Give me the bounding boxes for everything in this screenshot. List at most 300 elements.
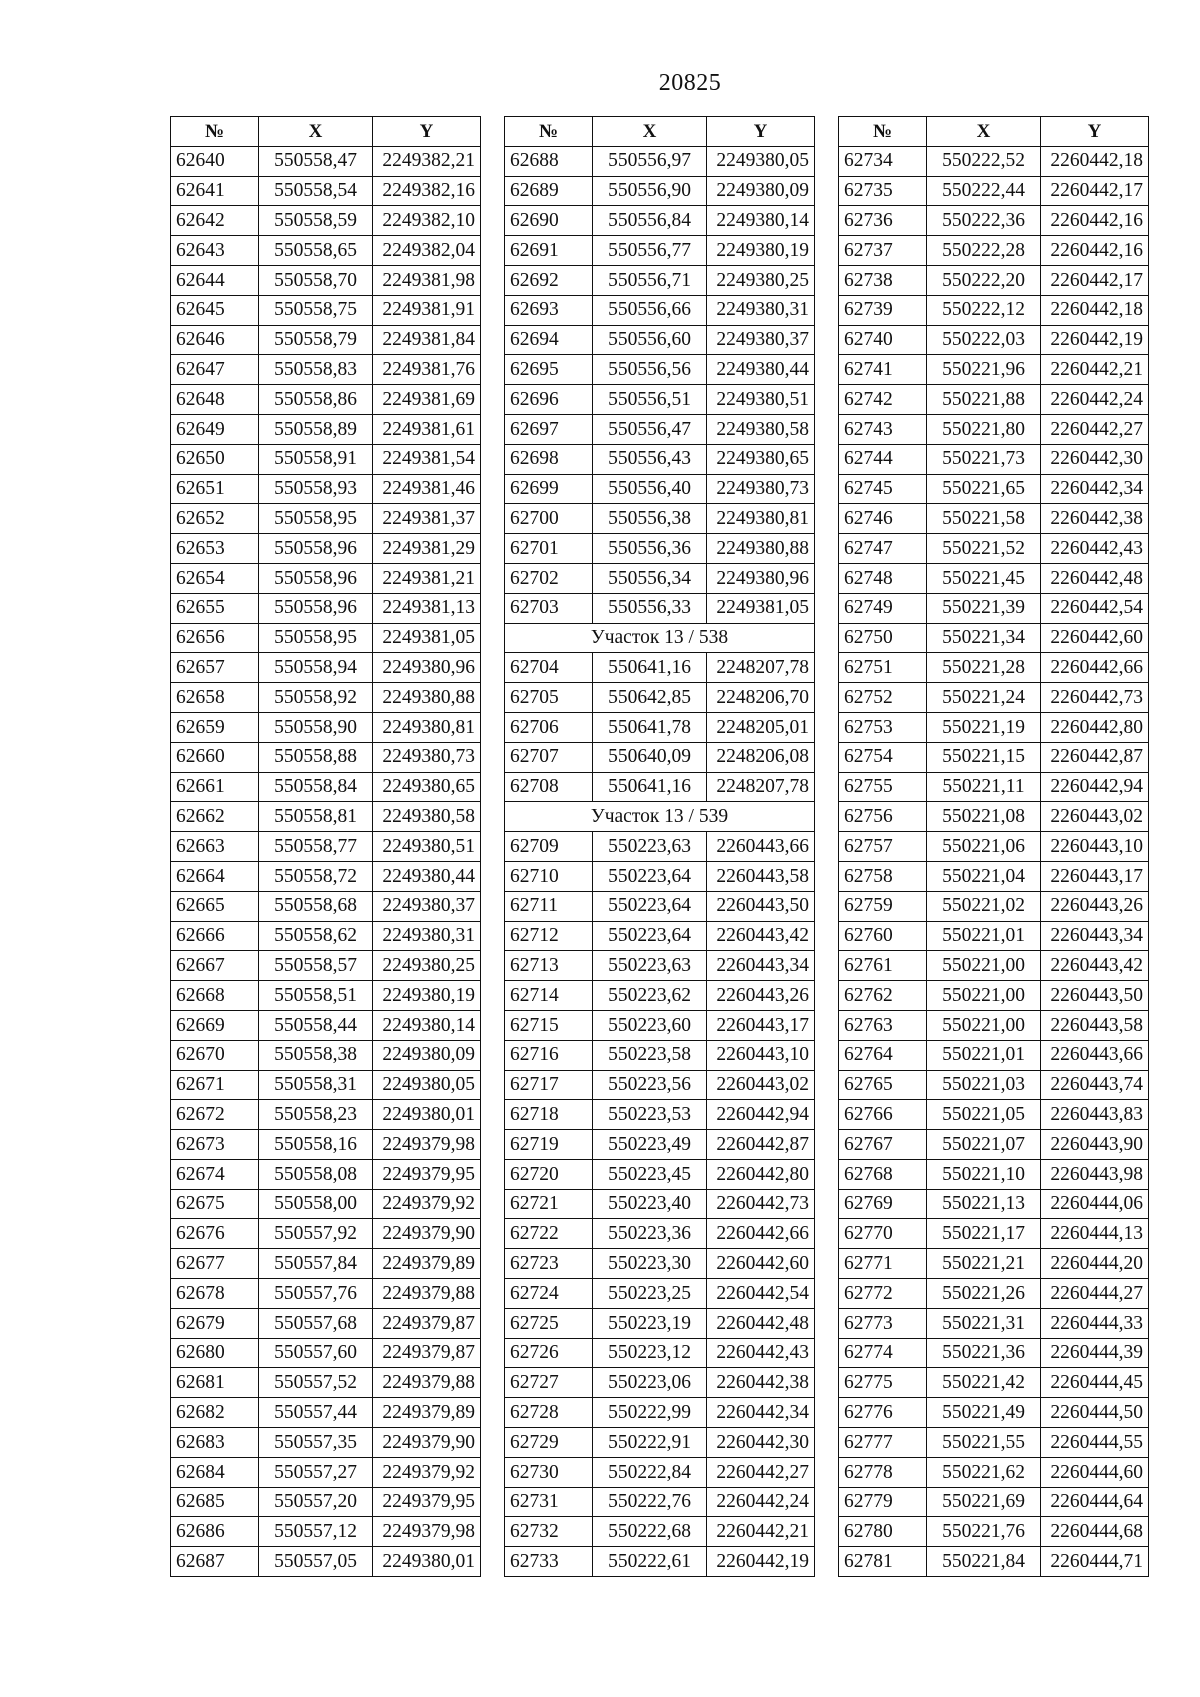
- point-number-cell: 62715: [505, 1010, 593, 1040]
- point-number-cell: 62776: [839, 1398, 927, 1428]
- point-number-cell: 62701: [505, 534, 593, 564]
- point-number-cell: 62670: [171, 1040, 259, 1070]
- point-number-cell: 62667: [171, 951, 259, 981]
- x-coordinate-cell: 550221,96: [927, 355, 1041, 385]
- x-coordinate-cell: 550223,49: [593, 1130, 707, 1160]
- x-coordinate-cell: 550556,90: [593, 176, 707, 206]
- table-row: [171, 742, 481, 772]
- coordinates-table-2: [504, 116, 815, 1577]
- x-coordinate-cell: 550223,40: [593, 1189, 707, 1219]
- y-coordinate-cell: 2260443,50: [707, 891, 815, 921]
- point-number-cell: 62743: [839, 414, 927, 444]
- table-row: [171, 861, 481, 891]
- y-coordinate-cell: 2260442,16: [1041, 206, 1149, 236]
- point-number-cell: 62778: [839, 1457, 927, 1487]
- table-row: [171, 206, 481, 236]
- table-row: [171, 981, 481, 1011]
- x-coordinate-cell: 550556,33: [593, 593, 707, 623]
- y-coordinate-cell: 2260442,19: [707, 1547, 815, 1577]
- table-row: [839, 712, 1149, 742]
- point-number-cell: 62747: [839, 534, 927, 564]
- point-number-cell: 62763: [839, 1010, 927, 1040]
- point-number-cell: 62692: [505, 265, 593, 295]
- y-coordinate-cell: 2260443,90: [1041, 1130, 1149, 1160]
- table-row: [505, 742, 815, 772]
- point-number-cell: 62660: [171, 742, 259, 772]
- point-number-cell: 62709: [505, 832, 593, 862]
- x-coordinate-cell: 550556,43: [593, 444, 707, 474]
- y-coordinate-cell: 2249380,96: [707, 563, 815, 593]
- x-coordinate-cell: 550558,65: [259, 236, 373, 266]
- point-number-cell: 62750: [839, 623, 927, 653]
- table-row: [171, 802, 481, 832]
- point-number-cell: 62668: [171, 981, 259, 1011]
- x-coordinate-cell: 550558,38: [259, 1040, 373, 1070]
- y-coordinate-cell: 2249380,14: [707, 206, 815, 236]
- table-row: [839, 474, 1149, 504]
- table-row: [505, 921, 815, 951]
- y-coordinate-cell: 2249379,90: [373, 1219, 481, 1249]
- y-coordinate-cell: 2249382,04: [373, 236, 481, 266]
- point-number-cell: 62655: [171, 593, 259, 623]
- point-number-cell: 62736: [839, 206, 927, 236]
- point-number-cell: 62742: [839, 385, 927, 415]
- table-row: [505, 355, 815, 385]
- x-coordinate-cell: 550222,76: [593, 1487, 707, 1517]
- table-row: [171, 295, 481, 325]
- x-coordinate-cell: 550222,20: [927, 265, 1041, 295]
- point-number-cell: 62656: [171, 623, 259, 653]
- table-row: [839, 385, 1149, 415]
- x-coordinate-cell: 550221,00: [927, 981, 1041, 1011]
- table-row: [505, 1279, 815, 1309]
- point-number-cell: 62642: [171, 206, 259, 236]
- x-coordinate-cell: 550558,77: [259, 832, 373, 862]
- table-row: [505, 325, 815, 355]
- x-coordinate-cell: 550221,36: [927, 1338, 1041, 1368]
- x-coordinate-cell: 550556,51: [593, 385, 707, 415]
- y-coordinate-cell: 2249382,10: [373, 206, 481, 236]
- y-coordinate-cell: 2249379,88: [373, 1368, 481, 1398]
- y-coordinate-cell: 2249380,25: [373, 951, 481, 981]
- point-number-cell: 62707: [505, 742, 593, 772]
- y-coordinate-cell: 2249380,51: [373, 832, 481, 862]
- point-number-cell: 62704: [505, 653, 593, 683]
- y-coordinate-cell: 2249381,29: [373, 534, 481, 564]
- table-row: [505, 1070, 815, 1100]
- y-coordinate-cell: 2249379,88: [373, 1279, 481, 1309]
- x-coordinate-cell: 550221,31: [927, 1308, 1041, 1338]
- table-row: [505, 772, 815, 802]
- table-row: [505, 1547, 815, 1577]
- x-coordinate-cell: 550558,96: [259, 593, 373, 623]
- table-row: [505, 1010, 815, 1040]
- y-coordinate-cell: 2249380,37: [373, 891, 481, 921]
- y-coordinate-cell: 2260442,43: [1041, 534, 1149, 564]
- table-row: [839, 1368, 1149, 1398]
- table-row: [171, 355, 481, 385]
- table-row: [505, 504, 815, 534]
- point-number-cell: 62719: [505, 1130, 593, 1160]
- y-coordinate-cell: 2260442,87: [707, 1130, 815, 1160]
- x-coordinate-cell: 550222,52: [927, 146, 1041, 176]
- table-header-row: [839, 117, 1149, 147]
- y-coordinate-cell: 2260443,17: [707, 1010, 815, 1040]
- point-number-cell: 62753: [839, 712, 927, 742]
- table-row: [171, 414, 481, 444]
- x-coordinate-cell: 550556,47: [593, 414, 707, 444]
- y-coordinate-cell: 2260442,30: [707, 1428, 815, 1458]
- y-coordinate-cell: 2249381,54: [373, 444, 481, 474]
- y-coordinate-cell: 2249380,01: [373, 1100, 481, 1130]
- x-coordinate-cell: 550221,42: [927, 1368, 1041, 1398]
- x-coordinate-cell: 550221,17: [927, 1219, 1041, 1249]
- y-coordinate-cell: 2249382,21: [373, 146, 481, 176]
- y-coordinate-cell: 2249380,73: [373, 742, 481, 772]
- x-coordinate-cell: 550558,83: [259, 355, 373, 385]
- y-coordinate-cell: 2260443,42: [1041, 951, 1149, 981]
- point-number-cell: 62675: [171, 1189, 259, 1219]
- x-coordinate-cell: 550222,61: [593, 1547, 707, 1577]
- y-coordinate-cell: 2260443,17: [1041, 861, 1149, 891]
- table-row: [839, 742, 1149, 772]
- table-row: [171, 1010, 481, 1040]
- y-coordinate-cell: 2249382,16: [373, 176, 481, 206]
- x-coordinate-cell: 550557,20: [259, 1487, 373, 1517]
- x-coordinate-cell: 550558,54: [259, 176, 373, 206]
- point-number-cell: 62724: [505, 1279, 593, 1309]
- point-number-cell: 62717: [505, 1070, 593, 1100]
- y-coordinate-cell: 2260442,73: [1041, 683, 1149, 713]
- table-row: [171, 772, 481, 802]
- x-coordinate-cell: 550221,34: [927, 623, 1041, 653]
- point-number-cell: 62674: [171, 1159, 259, 1189]
- y-coordinate-cell: 2249379,98: [373, 1130, 481, 1160]
- x-coordinate-cell: 550221,84: [927, 1547, 1041, 1577]
- table-row: [505, 1398, 815, 1428]
- table-row: [171, 921, 481, 951]
- y-coordinate-cell: 2260443,42: [707, 921, 815, 951]
- table-row: [839, 683, 1149, 713]
- point-number-cell: 62735: [839, 176, 927, 206]
- point-number-cell: 62752: [839, 683, 927, 713]
- x-coordinate-cell: 550223,19: [593, 1308, 707, 1338]
- y-coordinate-cell: 2260443,10: [707, 1040, 815, 1070]
- y-coordinate-cell: 2249379,87: [373, 1308, 481, 1338]
- table-row: [839, 295, 1149, 325]
- x-coordinate-cell: 550223,56: [593, 1070, 707, 1100]
- point-number-cell: 62765: [839, 1070, 927, 1100]
- point-number-cell: 62732: [505, 1517, 593, 1547]
- table-row: [839, 563, 1149, 593]
- y-coordinate-cell: 2249380,05: [707, 146, 815, 176]
- x-coordinate-cell: 550221,76: [927, 1517, 1041, 1547]
- table-row: [171, 1130, 481, 1160]
- table-row: [505, 236, 815, 266]
- y-coordinate-cell: 2260443,34: [707, 951, 815, 981]
- x-coordinate-cell: 550557,12: [259, 1517, 373, 1547]
- table-row: [505, 683, 815, 713]
- x-coordinate-cell: 550222,44: [927, 176, 1041, 206]
- table-row: [171, 1159, 481, 1189]
- x-coordinate-cell: 550223,30: [593, 1249, 707, 1279]
- x-coordinate-cell: 550558,79: [259, 325, 373, 355]
- point-number-cell: 62759: [839, 891, 927, 921]
- y-coordinate-cell: 2260442,38: [1041, 504, 1149, 534]
- x-coordinate-cell: 550222,36: [927, 206, 1041, 236]
- table-row: [171, 1189, 481, 1219]
- point-number-cell: 62683: [171, 1428, 259, 1458]
- y-coordinate-cell: 2249381,61: [373, 414, 481, 444]
- point-number-cell: 62649: [171, 414, 259, 444]
- y-coordinate-cell: 2249379,90: [373, 1428, 481, 1458]
- point-number-cell: 62746: [839, 504, 927, 534]
- y-coordinate-cell: 2260444,50: [1041, 1398, 1149, 1428]
- section-label: Участок 13 / 539: [505, 802, 815, 832]
- x-coordinate-cell: 550558,81: [259, 802, 373, 832]
- point-number-cell: 62698: [505, 444, 593, 474]
- x-coordinate-cell: 550221,62: [927, 1457, 1041, 1487]
- header-y: Y: [1041, 117, 1149, 147]
- point-number-cell: 62708: [505, 772, 593, 802]
- point-number-cell: 62665: [171, 891, 259, 921]
- table-row: [839, 236, 1149, 266]
- point-number-cell: 62658: [171, 683, 259, 713]
- x-coordinate-cell: 550640,09: [593, 742, 707, 772]
- table-row: [171, 1040, 481, 1070]
- point-number-cell: 62688: [505, 146, 593, 176]
- y-coordinate-cell: 2249380,09: [707, 176, 815, 206]
- x-coordinate-cell: 550222,03: [927, 325, 1041, 355]
- table-row: [171, 1279, 481, 1309]
- x-coordinate-cell: 550558,92: [259, 683, 373, 713]
- y-coordinate-cell: 2260442,19: [1041, 325, 1149, 355]
- table-row: [171, 504, 481, 534]
- point-number-cell: 62738: [839, 265, 927, 295]
- point-number-cell: 62651: [171, 474, 259, 504]
- point-number-cell: 62710: [505, 861, 593, 891]
- x-coordinate-cell: 550558,90: [259, 712, 373, 742]
- y-coordinate-cell: 2260442,80: [707, 1159, 815, 1189]
- y-coordinate-cell: 2249381,76: [373, 355, 481, 385]
- y-coordinate-cell: 2249380,31: [373, 921, 481, 951]
- y-coordinate-cell: 2249380,65: [373, 772, 481, 802]
- x-coordinate-cell: 550221,00: [927, 1010, 1041, 1040]
- table-row: [839, 951, 1149, 981]
- table-row: [171, 325, 481, 355]
- x-coordinate-cell: 550221,08: [927, 802, 1041, 832]
- y-coordinate-cell: 2260443,50: [1041, 981, 1149, 1011]
- point-number-cell: 62726: [505, 1338, 593, 1368]
- point-number-cell: 62769: [839, 1189, 927, 1219]
- x-coordinate-cell: 550641,78: [593, 712, 707, 742]
- page-number: 20825: [658, 70, 722, 96]
- x-coordinate-cell: 550222,91: [593, 1428, 707, 1458]
- point-number-cell: 62643: [171, 236, 259, 266]
- x-coordinate-cell: 550558,75: [259, 295, 373, 325]
- y-coordinate-cell: 2260444,55: [1041, 1428, 1149, 1458]
- point-number-cell: 62676: [171, 1219, 259, 1249]
- y-coordinate-cell: 2249380,73: [707, 474, 815, 504]
- table-row: [171, 593, 481, 623]
- x-coordinate-cell: 550642,85: [593, 683, 707, 713]
- table-row: [505, 146, 815, 176]
- x-coordinate-cell: 550556,34: [593, 563, 707, 593]
- x-coordinate-cell: 550558,72: [259, 861, 373, 891]
- table-row: [171, 653, 481, 683]
- point-number-cell: 62663: [171, 832, 259, 862]
- x-coordinate-cell: 550223,63: [593, 951, 707, 981]
- table-row: [505, 1457, 815, 1487]
- y-coordinate-cell: 2249380,96: [373, 653, 481, 683]
- y-coordinate-cell: 2260442,54: [1041, 593, 1149, 623]
- point-number-cell: 62780: [839, 1517, 927, 1547]
- y-coordinate-cell: 2249379,92: [373, 1457, 481, 1487]
- table-row: [505, 206, 815, 236]
- x-coordinate-cell: 550558,93: [259, 474, 373, 504]
- y-coordinate-cell: 2260442,73: [707, 1189, 815, 1219]
- x-coordinate-cell: 550221,52: [927, 534, 1041, 564]
- point-number-cell: 62681: [171, 1368, 259, 1398]
- table-row: [839, 891, 1149, 921]
- x-coordinate-cell: 550223,64: [593, 921, 707, 951]
- table-row: [171, 444, 481, 474]
- x-coordinate-cell: 550558,68: [259, 891, 373, 921]
- y-coordinate-cell: 2260442,94: [707, 1100, 815, 1130]
- table-row: [171, 1547, 481, 1577]
- table-row: [839, 1070, 1149, 1100]
- point-number-cell: 62768: [839, 1159, 927, 1189]
- table-row: [171, 146, 481, 176]
- table-row: [171, 1517, 481, 1547]
- point-number-cell: 62718: [505, 1100, 593, 1130]
- point-number-cell: 62758: [839, 861, 927, 891]
- table-row: [171, 951, 481, 981]
- table-row: [171, 474, 481, 504]
- x-coordinate-cell: 550557,84: [259, 1249, 373, 1279]
- x-coordinate-cell: 550221,55: [927, 1428, 1041, 1458]
- y-coordinate-cell: 2260444,71: [1041, 1547, 1149, 1577]
- x-coordinate-cell: 550557,35: [259, 1428, 373, 1458]
- y-coordinate-cell: 2249381,05: [373, 623, 481, 653]
- table-row: [839, 504, 1149, 534]
- point-number-cell: 62751: [839, 653, 927, 683]
- x-coordinate-cell: 550223,64: [593, 861, 707, 891]
- y-coordinate-cell: 2260443,83: [1041, 1100, 1149, 1130]
- x-coordinate-cell: 550221,11: [927, 772, 1041, 802]
- x-coordinate-cell: 550221,45: [927, 563, 1041, 593]
- y-coordinate-cell: 2260442,60: [1041, 623, 1149, 653]
- point-number-cell: 62740: [839, 325, 927, 355]
- y-coordinate-cell: 2249380,09: [373, 1040, 481, 1070]
- point-number-cell: 62690: [505, 206, 593, 236]
- point-number-cell: 62700: [505, 504, 593, 534]
- y-coordinate-cell: 2260444,13: [1041, 1219, 1149, 1249]
- header-number: №: [505, 117, 593, 147]
- table-row: [171, 891, 481, 921]
- x-coordinate-cell: 550223,53: [593, 1100, 707, 1130]
- y-coordinate-cell: 2260442,16: [1041, 236, 1149, 266]
- point-number-cell: 62669: [171, 1010, 259, 1040]
- point-number-cell: 62666: [171, 921, 259, 951]
- x-coordinate-cell: 550221,06: [927, 832, 1041, 862]
- y-coordinate-cell: 2249380,88: [373, 683, 481, 713]
- point-number-cell: 62731: [505, 1487, 593, 1517]
- x-coordinate-cell: 550221,01: [927, 1040, 1041, 1070]
- table-row: [505, 414, 815, 444]
- header-y: Y: [373, 117, 481, 147]
- point-number-cell: 62689: [505, 176, 593, 206]
- header-number: №: [171, 117, 259, 147]
- x-coordinate-cell: 550223,12: [593, 1338, 707, 1368]
- point-number-cell: 62766: [839, 1100, 927, 1130]
- point-number-cell: 62770: [839, 1219, 927, 1249]
- table-row: [505, 653, 815, 683]
- y-coordinate-cell: 2248205,01: [707, 712, 815, 742]
- table-row: [505, 1100, 815, 1130]
- section-row: [505, 802, 815, 832]
- table-row: [839, 802, 1149, 832]
- y-coordinate-cell: 2249380,05: [373, 1070, 481, 1100]
- table-row: [839, 832, 1149, 862]
- point-number-cell: 62673: [171, 1130, 259, 1160]
- point-number-cell: 62662: [171, 802, 259, 832]
- table-row: [505, 1308, 815, 1338]
- table-row: [171, 1398, 481, 1428]
- x-coordinate-cell: 550221,03: [927, 1070, 1041, 1100]
- x-coordinate-cell: 550558,86: [259, 385, 373, 415]
- point-number-cell: 62677: [171, 1249, 259, 1279]
- x-coordinate-cell: 550558,08: [259, 1159, 373, 1189]
- x-coordinate-cell: 550556,77: [593, 236, 707, 266]
- point-number-cell: 62779: [839, 1487, 927, 1517]
- x-coordinate-cell: 550221,07: [927, 1130, 1041, 1160]
- point-number-cell: 62699: [505, 474, 593, 504]
- y-coordinate-cell: 2260442,34: [707, 1398, 815, 1428]
- x-coordinate-cell: 550557,92: [259, 1219, 373, 1249]
- y-coordinate-cell: 2260443,98: [1041, 1159, 1149, 1189]
- y-coordinate-cell: 2260442,21: [1041, 355, 1149, 385]
- point-number-cell: 62772: [839, 1279, 927, 1309]
- y-coordinate-cell: 2249380,88: [707, 534, 815, 564]
- table-row: [505, 1219, 815, 1249]
- x-coordinate-cell: 550558,95: [259, 504, 373, 534]
- y-coordinate-cell: 2249381,84: [373, 325, 481, 355]
- y-coordinate-cell: 2249380,25: [707, 265, 815, 295]
- point-number-cell: 62653: [171, 534, 259, 564]
- table-row: [171, 1070, 481, 1100]
- header-x: X: [259, 117, 373, 147]
- y-coordinate-cell: 2249381,13: [373, 593, 481, 623]
- y-coordinate-cell: 2260444,60: [1041, 1457, 1149, 1487]
- y-coordinate-cell: 2249380,81: [373, 712, 481, 742]
- point-number-cell: 62684: [171, 1457, 259, 1487]
- coordinates-table-1: [170, 116, 481, 1577]
- y-coordinate-cell: 2249380,65: [707, 444, 815, 474]
- table-row: [505, 832, 815, 862]
- y-coordinate-cell: 2249380,37: [707, 325, 815, 355]
- table-row: [505, 563, 815, 593]
- x-coordinate-cell: 550641,16: [593, 653, 707, 683]
- point-number-cell: 62648: [171, 385, 259, 415]
- x-coordinate-cell: 550221,02: [927, 891, 1041, 921]
- x-coordinate-cell: 550221,05: [927, 1100, 1041, 1130]
- x-coordinate-cell: 550221,21: [927, 1249, 1041, 1279]
- table-row: [505, 295, 815, 325]
- table-header-row: [171, 117, 481, 147]
- x-coordinate-cell: 550222,68: [593, 1517, 707, 1547]
- point-number-cell: 62748: [839, 563, 927, 593]
